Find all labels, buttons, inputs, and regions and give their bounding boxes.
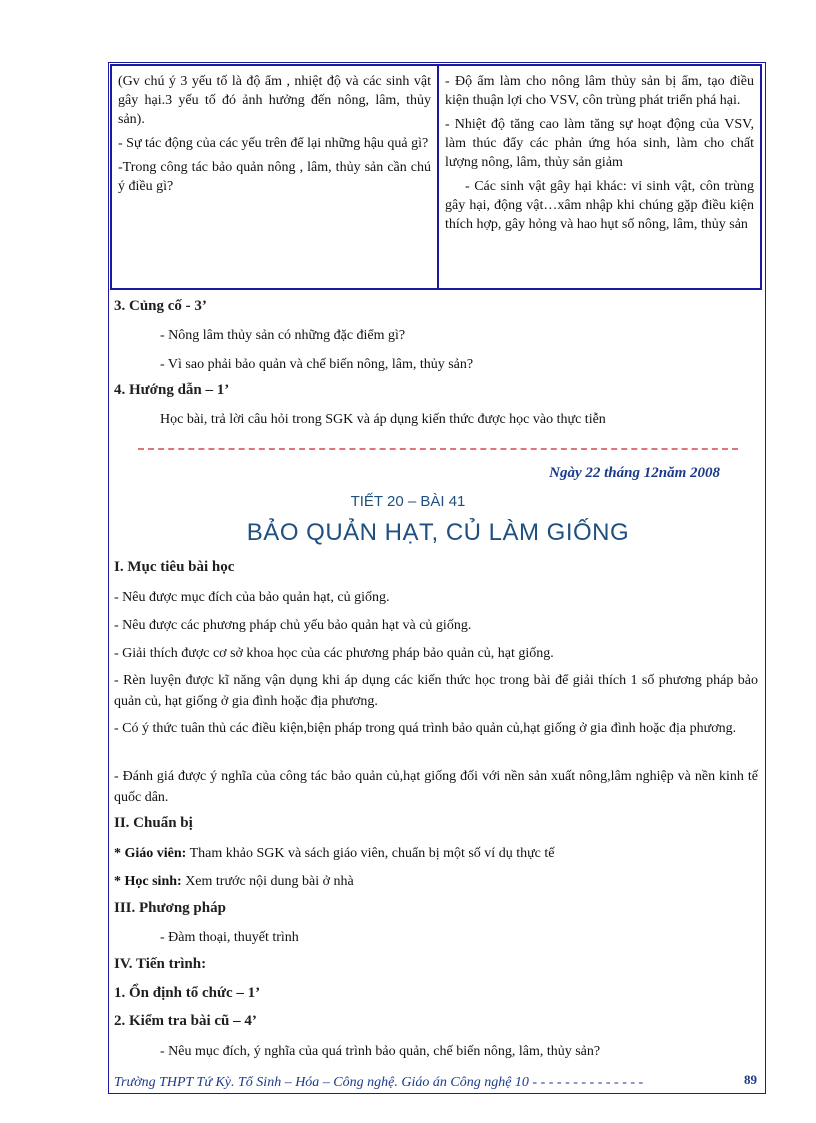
table-left-item: (Gv chú ý 3 yếu tố là độ ẩm , nhiệt độ và các sinh vật gây hại.3 yếu tố đó ảnh hưởng đến nông, lâm, thủy sản). — [118, 74, 431, 127]
prep-student-label: * Học sinh: — [114, 874, 182, 889]
table-right-item: - Nhiệt độ tăng cao làm tăng sự hoạt động của VSV, làm thúc đẩy các phản ứng hóa sinh, làm cho chất lượng nông, lâm, thủy sản giảm — [445, 117, 754, 170]
objective-item: - Đánh giá được ý nghĩa của công tác bảo quản củ,hạt giống đối với nền sản xuất nông,lâm nghiệp và nền kinh tế quốc dân. — [114, 769, 758, 805]
table-left-item: - Sự tác động của các yếu trên để lại những hậu quả gì? — [118, 136, 429, 151]
objective-item: - Nêu được mục đích của bảo quản hạt, củ giống. — [114, 590, 390, 605]
huongdan-heading: 4. Hướng dẫn – 1’ — [114, 382, 230, 398]
table-right-item: - Các sinh vật gây hại khác: vi sinh vật, côn trùng gây hại, động vật…xâm nhập khi chúng gặp điều kiện thích hợp, gây hỏng và hao hụt số nông, lâm, thủy sản — [445, 179, 754, 232]
tientrinh-step: 1. Ổn định tổ chức – 1’ — [114, 985, 261, 1001]
objective-item: - Giải thích được cơ sở khoa học của các phương pháp bảo quản củ, hạt giống. — [114, 646, 554, 661]
cungco-heading: 3. Củng cố - 3’ — [114, 298, 207, 314]
tientrinh-step: 2. Kiểm tra bài cũ – 4’ — [114, 1013, 257, 1029]
muctieu-heading: I. Mục tiêu bài học — [114, 559, 235, 575]
prep-teacher-label: * Giáo viên: — [114, 846, 187, 861]
phuongphap-text: - Đàm thoại, thuyết trình — [160, 930, 299, 945]
section-divider — [138, 448, 738, 450]
table-right-column — [439, 66, 760, 288]
tientrinh-heading: IV. Tiến trình: — [114, 956, 207, 972]
phuongphap-heading: III. Phương pháp — [114, 900, 226, 916]
cungco-question: - Vì sao phải bảo quản và chế biến nông, lâm, thủy sản? — [160, 357, 474, 372]
cungco-question: - Nông lâm thủy sản có những đặc điểm gì? — [160, 328, 406, 343]
prep-teacher — [114, 844, 555, 863]
table-left-item: -Trong công tác bảo quản nông , lâm, thủy sản cần chú ý điều gì? — [118, 160, 431, 194]
chuanbi-heading: II. Chuẩn bị — [114, 815, 193, 831]
prep-student-text: Xem trước nội dung bài ở nhà — [181, 874, 354, 889]
page-title: BẢO QUẢN HẠT, CỦ LÀM GIỐNG — [246, 519, 630, 546]
table-left-column — [112, 66, 439, 288]
prep-student — [114, 872, 354, 891]
tientrinh-question: - Nêu mục đích, ý nghĩa của quá trình bảo quản, chế biến nông, lâm, thủy sản? — [160, 1044, 601, 1059]
activity-table — [110, 64, 762, 290]
objective-item: - Nêu được các phương pháp chủ yếu bảo quản hạt và củ giống. — [114, 618, 472, 633]
lesson-date: Ngày 22 tháng 12năm 2008 — [549, 465, 720, 481]
prep-teacher-text: Tham khảo SGK và sách giáo viên, chuẩn bị một số ví dụ thực tế — [186, 846, 555, 861]
page-number: 89 — [744, 1072, 757, 1087]
objective-item: - Rèn luyện được kĩ năng vận dụng khi áp dụng các kiến thức học trong bài để giải thích 1 số phương pháp bảo quản củ, hạt giống ở gia đình hoặc địa phương. — [114, 673, 758, 709]
lesson-number: TIẾT 20 – BÀI 41 — [350, 493, 466, 510]
table-right-item: - Độ ẩm làm cho nông lâm thủy sản bị ẩm, tạo điều kiện thuận lợi cho VSV, côn trùng phát triển phá hại. — [445, 74, 754, 108]
huongdan-text: Học bài, trả lời câu hỏi trong SGK và áp dụng kiến thức được học vào thực tiễn — [160, 412, 606, 427]
objective-item: - Có ý thức tuân thủ các điều kiện,biện pháp trong quá trình bảo quản củ,hạt giống ở gia đình hoặc địa phương. — [114, 721, 737, 736]
page-footer: Trường THPT Tứ Kỳ. Tổ Sinh – Hóa – Công nghệ. Giáo án Công nghệ 10 - - - - - - - - - - - - - - — [114, 1075, 644, 1090]
